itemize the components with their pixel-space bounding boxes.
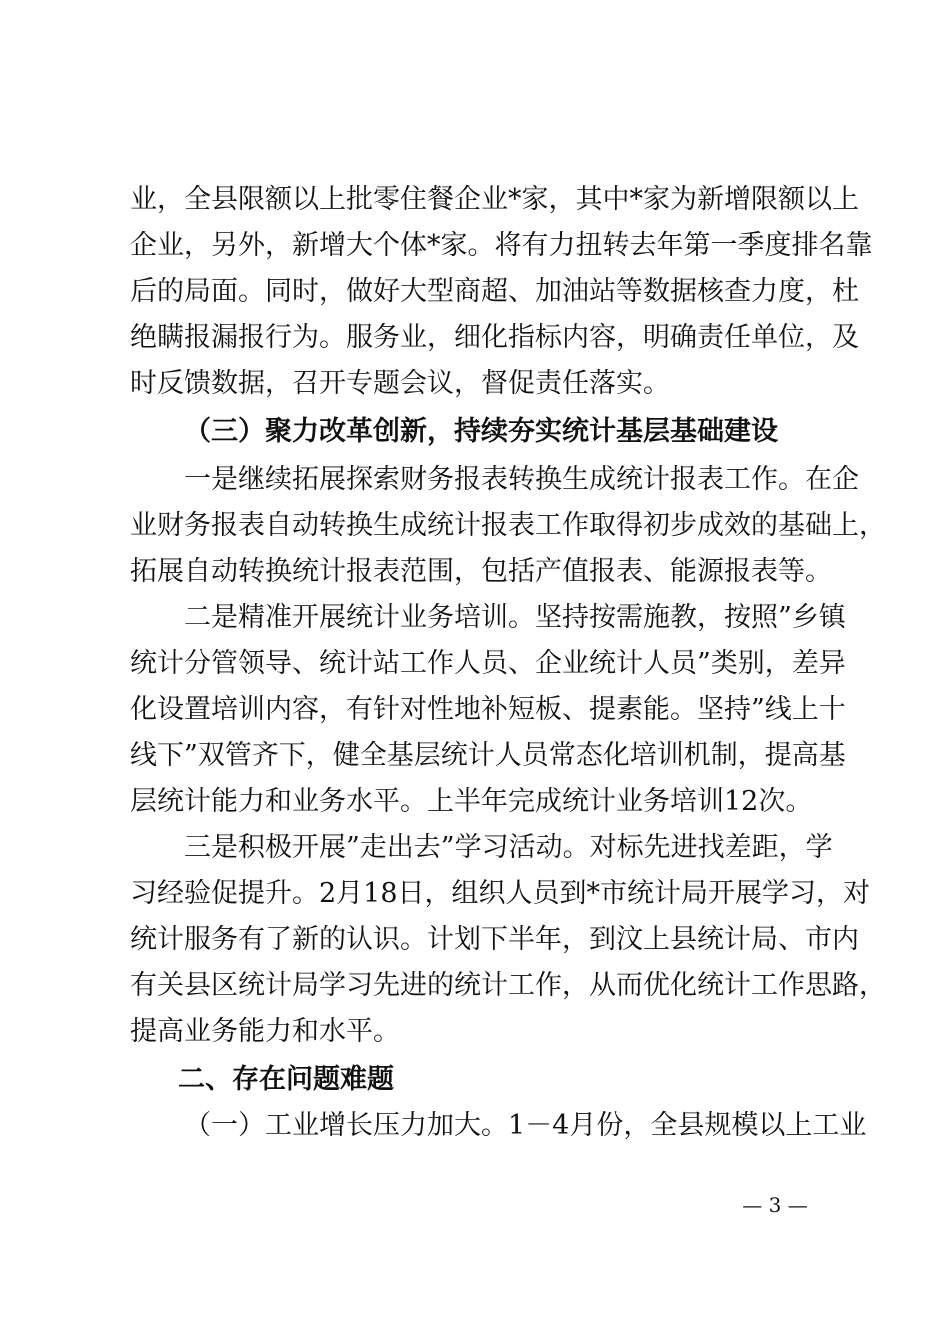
text-line: 一是继续拓展探索财务报表转换生成统计报表工作。在企 (184, 464, 859, 495)
text-line: 时反馈数据，召开专题会议，督促责任落实。 (130, 368, 670, 399)
text-line: 有关县区统计局学习先进的统计工作，从而优化统计工作思路， (130, 970, 886, 1001)
text-line: 提高业务能力和水平。 (130, 1016, 400, 1047)
text-line: 绝瞒报漏报行为。服务业，细化指标内容，明确责任单位，及 (130, 322, 859, 353)
text-line: 拓展自动转换统计报表范围，包括产值报表、能源报表等。 (130, 556, 832, 587)
text-line: 后的局面。同时，做好大型商超、加油站等数据核查力度，杜 (130, 276, 859, 307)
text-line: 三是积极开展”走出去”学习活动。对标先进找差距，学 (184, 832, 833, 863)
text-line: （一）工业增长压力加大。1－4月份，全县规模以上工业 (184, 1110, 867, 1141)
text-line: 统计服务有了新的认识。计划下半年，到汶上县统计局、市内 (130, 924, 859, 955)
text-line: 二是精准开展统计业务培训。坚持按需施教，按照”乡镇 (184, 602, 846, 633)
text-line: 企业，另外，新增大个体*家。将有力扭转去年第一季度排名靠 (130, 230, 873, 261)
text-line: 习经验促提升。2月18日，组织人员到*市统计局开展学习，对 (130, 878, 871, 909)
text-line: 化设置培训内容，有针对性地补短板、提素能。坚持”线上十 (130, 694, 846, 725)
chapter-heading: 二、存在问题难题 (178, 1064, 394, 1095)
text-line: 统计分管领导、统计站工作人员、企业统计人员”类别，差异 (130, 648, 846, 679)
text-line: 业，全县限额以上批零住餐企业*家，其中*家为新增限额以上 (130, 184, 859, 215)
section-heading: （三）聚力改革创新，持续夯实统计基层基础建设 (184, 416, 778, 447)
page-number: — 3 — (742, 1193, 808, 1217)
text-line: 层统计能力和业务水平。上半年完成统计业务培训12次。 (130, 786, 813, 817)
text-line: 线下”双管齐下，健全基层统计人员常态化培训机制，提高基 (130, 740, 846, 771)
text-line: 业财务报表自动转换生成统计报表工作取得初步成效的基础上， (130, 510, 886, 541)
